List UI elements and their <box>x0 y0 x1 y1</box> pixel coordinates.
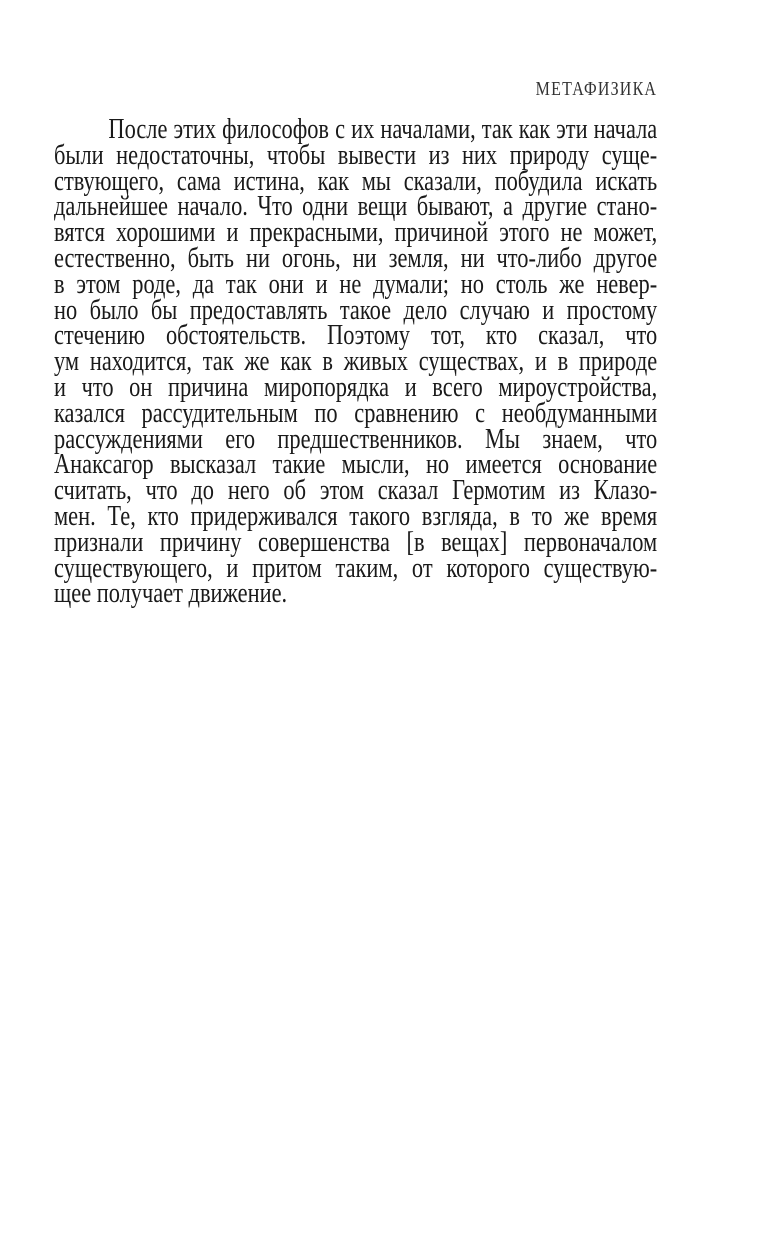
text-line: естественно, быть ни огонь, ни земля, ни что-либо другое <box>54 242 658 274</box>
text-line: вятся хорошими и прекрасными, причиной этого не может, <box>54 217 658 249</box>
page-content <box>54 77 658 610</box>
text-line: стечению обстоятельств. Поэтому тот, кто сказал, что <box>54 320 658 352</box>
text-line: существующего, и притом таким, от которого существую- <box>54 552 658 584</box>
text-line: считать, что до него об этом сказал Гермотим из Клазо- <box>54 475 658 507</box>
text-line: мен. Те, кто придерживался такого взгляда, в то же время <box>54 500 658 532</box>
text-line: признали причину совершенства [в вещах] первоначалом <box>54 526 658 558</box>
text-line: После этих философов с их началами, так как эти начала <box>108 114 658 145</box>
text-line: Анаксагор высказал такие мысли, но имеется основание <box>54 449 658 481</box>
text-line: казался рассудительным по сравнению с необдуманными <box>54 397 658 429</box>
body-paragraph <box>54 114 658 610</box>
text-line: ствующего, сама истина, как мы сказали, побудила искать <box>54 165 658 197</box>
text-line: ум находится, так же как в живых существах, и в природе <box>54 346 658 378</box>
running-header: МЕТАФИЗИКА <box>535 78 658 100</box>
text-line: и что он причина миропорядка и всего мироустройства, <box>54 371 658 403</box>
text-line: в этом роде, да так они и не думали; но столь же невер- <box>54 268 658 300</box>
text-line: щее получает движение. <box>54 578 288 610</box>
text-line: рассуждениями его предшественников. Мы знаем, что <box>54 423 658 455</box>
text-line: были недостаточны, чтобы вывести из них природу суще- <box>54 139 658 171</box>
text-line: но было бы предоставлять такое дело случаю и простому <box>54 294 658 326</box>
text-line: дальнейшее начало. Что одни вещи бывают, а другие стано- <box>54 191 658 223</box>
